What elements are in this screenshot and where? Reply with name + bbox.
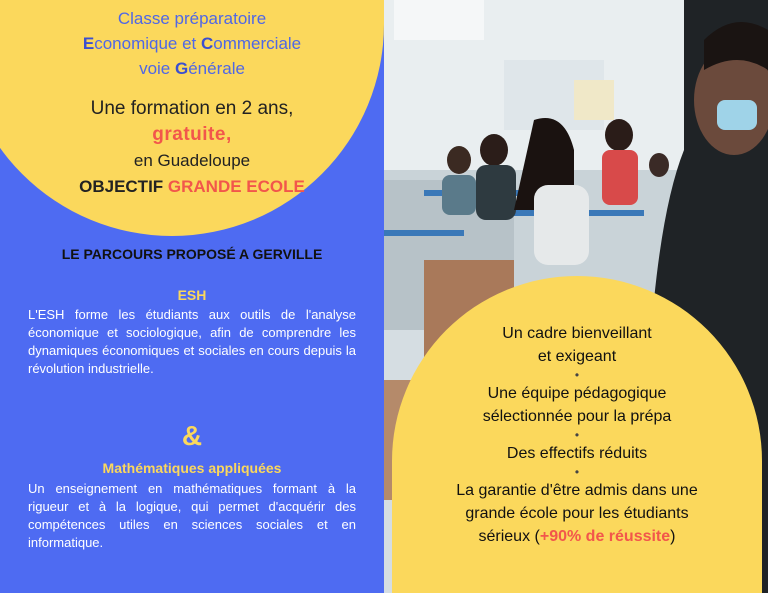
- separator-dot: •: [574, 428, 580, 442]
- benefit-4-line-2: grande école pour les étudiants: [465, 505, 689, 522]
- place-text: en Guadeloupe: [133, 151, 251, 170]
- right-panel: [384, 0, 768, 593]
- maths-description: Un enseignement en mathématiques formant à la rigueur et à la logique, qui permet d'acquérir des compétences utiles en sciences sociales et en informatique.: [28, 481, 356, 550]
- benefit-1-line-1: Un cadre bienveillant: [502, 325, 652, 342]
- separator-dot: •: [574, 465, 580, 479]
- header-line-1: Classe préparatoire: [117, 9, 267, 28]
- benefit-1-line-2: et exigeant: [537, 348, 617, 365]
- benefits-list: [392, 322, 762, 548]
- header-line-2: Economique et Commerciale: [82, 34, 302, 53]
- header-line-3: voie Générale: [139, 59, 245, 78]
- benefit-4-line-1: La garantie d'être admis dans une: [456, 482, 698, 499]
- objective-text: OBJECTIF GRANDE ECOLE: [79, 177, 305, 196]
- separator-dot: •: [574, 368, 580, 382]
- esh-description: L'ESH forme les étudiants aux outils de l'analyse économique et sociologique, afin de comprendre les dynamiques économiques et sociales en cours depuis la révolution industrielle.: [28, 307, 356, 376]
- program-header: [0, 6, 384, 81]
- benefit-3: Des effectifs réduits: [506, 445, 648, 462]
- formation-text: Une formation en 2 ans,: [90, 98, 294, 119]
- free-text: gratuite,: [152, 124, 232, 145]
- benefit-2-line-2: sélectionnée pour la prépa: [482, 408, 672, 425]
- benefit-2-line-1: Une équipe pédagogique: [487, 385, 667, 402]
- parcours-title: LE PARCOURS PROPOSÉ A GERVILLE: [61, 246, 323, 262]
- esh-title: ESH: [177, 287, 207, 303]
- maths-title: Mathématiques appliquées: [102, 460, 282, 476]
- promo-block: [0, 96, 384, 200]
- benefit-4-line-3: sérieux (+90% de réussite): [478, 528, 676, 545]
- ampersand: &: [181, 420, 203, 451]
- success-rate: +90% de réussite: [539, 528, 671, 545]
